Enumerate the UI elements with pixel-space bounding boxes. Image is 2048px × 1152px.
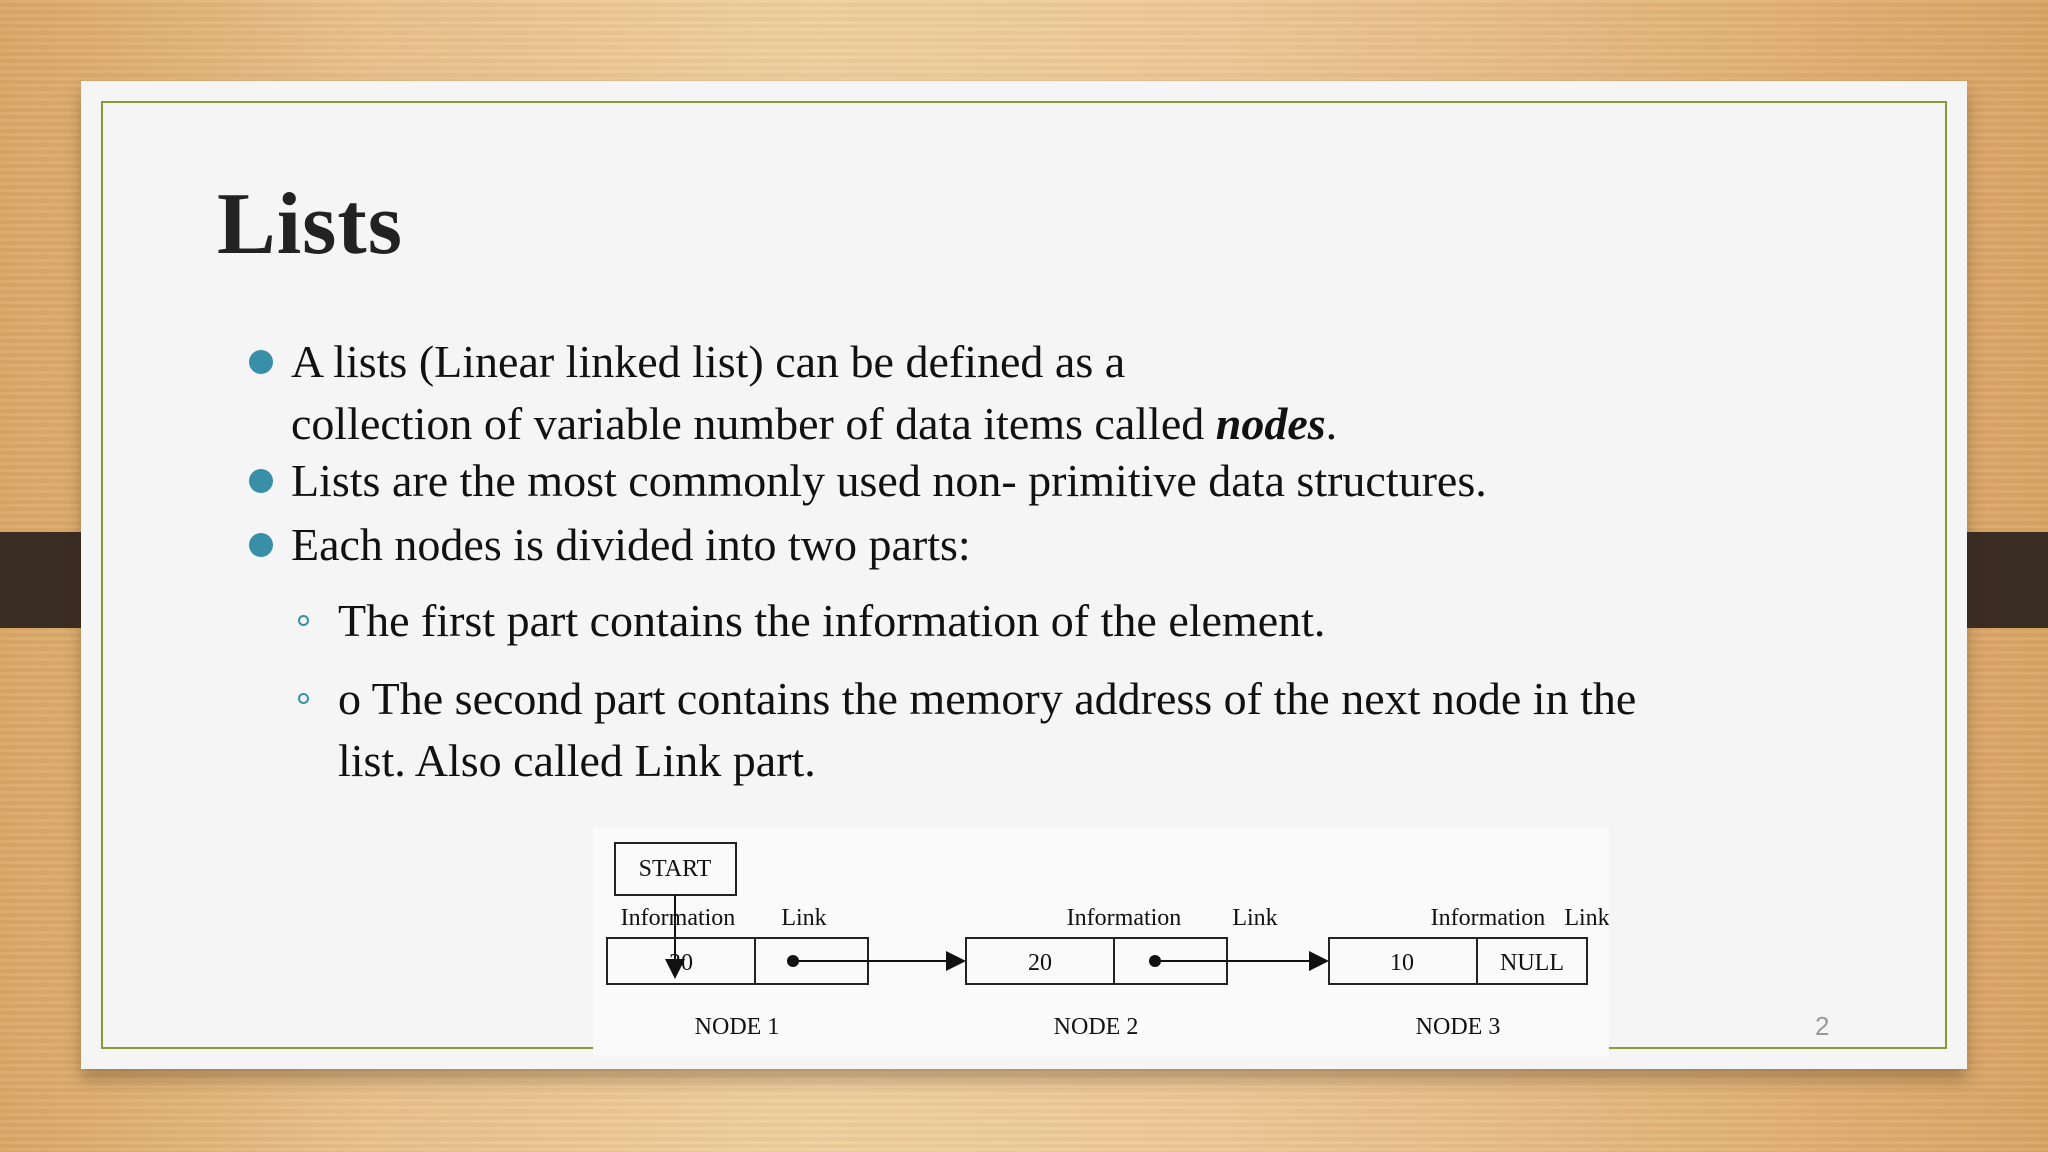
bullet-dot [249, 350, 273, 374]
node-3-info-value: 10 [1390, 950, 1414, 976]
node-3-link-value: NULL [1500, 950, 1564, 976]
bullet-dot [249, 469, 273, 493]
slide [81, 81, 1967, 1069]
node-3-link-header: Link [1564, 905, 1609, 931]
node-3-label: NODE 3 [1415, 1014, 1501, 1040]
node-1-label: NODE 1 [694, 1014, 780, 1040]
sub-bullet-1: The first part contains the information of the element. [338, 595, 1326, 646]
slide-title: Lists [217, 176, 403, 273]
sub-bullet-ring [298, 615, 309, 626]
bullet-3: Each nodes is divided into two parts: [291, 519, 971, 570]
bullet-1-period: . [1325, 398, 1338, 449]
node-1-info-header: Information [620, 905, 736, 931]
bullet-1-line-2 [291, 393, 1337, 455]
bullet-dot [249, 533, 273, 557]
node-2-link-header: Link [1232, 905, 1278, 931]
bullet-1-text: collection of variable number of data items called [291, 398, 1216, 449]
node-2-info-header: Information [1066, 905, 1182, 931]
sub-bullet-2-line-1: o The second part contains the memory address of the next node in the [338, 673, 1637, 724]
node-1-info-value: 30 [669, 950, 693, 976]
sub-bullet-2-line-2: list. Also called Link part. [338, 735, 816, 786]
start-label: START [638, 856, 712, 882]
page-number: 2 [1815, 1011, 1830, 1041]
node-3-info-header: Information [1430, 905, 1546, 931]
node-2-label: NODE 2 [1053, 1014, 1139, 1040]
nodes-emphasis: nodes [1215, 398, 1326, 449]
linked-list-svg [593, 827, 1609, 1057]
bullet-2: Lists are the most commonly used non- primitive data structures. [291, 455, 1487, 506]
node-1-link-header: Link [781, 905, 827, 931]
node-2-info-value: 20 [1028, 950, 1052, 976]
sub-bullet-ring [298, 693, 309, 704]
linked-list-diagram [593, 827, 1609, 1057]
bullet-1-line-1: A lists (Linear linked list) can be defined as a [291, 336, 1126, 387]
